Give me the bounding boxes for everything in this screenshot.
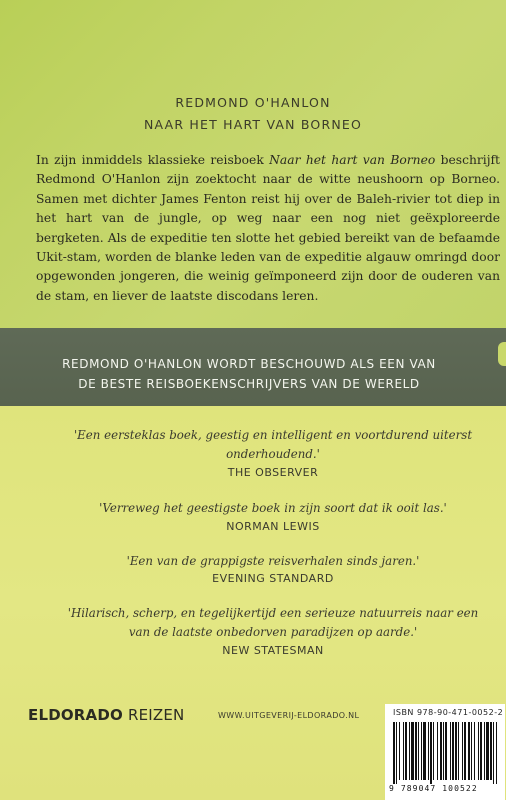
- barcode-bar: [480, 722, 482, 780]
- barcode-bar: [474, 722, 475, 780]
- barcode-bar: [423, 722, 426, 780]
- barcode-bar: [493, 722, 494, 784]
- isbn-digits: 9 789047 100522: [389, 784, 478, 793]
- barcode-bar: [428, 722, 429, 780]
- barcode-bar: [445, 722, 447, 780]
- barcode-bar: [468, 722, 470, 780]
- barcode-bar: [443, 722, 444, 780]
- barcode-bar: [450, 722, 451, 780]
- barcode-bar: [478, 722, 479, 780]
- barcode-bar: [421, 722, 422, 780]
- tagline-line-2: DE BESTE REISBOEKENSCHRIJVERS VAN DE WERELD: [78, 377, 420, 391]
- quote-1-source: THE OBSERVER: [227, 466, 319, 479]
- quote-3: 'Een van de grappigste reisverhalen sinds jaren.': [126, 554, 420, 568]
- quote-1: 'Een eersteklas boek, geestig en intelligent en voortdurend uiterst onderhoudend.': [73, 428, 473, 461]
- leaf-decoration: [498, 342, 506, 366]
- barcode-bar: [455, 722, 457, 780]
- quote-4-source: NEW STATESMAN: [222, 644, 324, 657]
- isbn-block: [385, 704, 505, 800]
- barcode-bar: [405, 722, 407, 780]
- quote-2-source: NORMAN LEWIS: [226, 520, 320, 533]
- blurb-book-title: Naar het hart van Borneo: [269, 153, 436, 167]
- publisher-logo: [28, 706, 184, 724]
- barcode-bar: [452, 722, 454, 780]
- blurb-intro: In zijn inmiddels klassieke reisboek: [36, 153, 270, 167]
- barcode-bar: [430, 722, 432, 784]
- author-name: REDMOND O'HANLON: [175, 95, 331, 110]
- publisher-url: WWW.UITGEVERIJ-ELDORADO.NL: [218, 711, 360, 720]
- barcode-bar: [399, 722, 400, 780]
- quote-4: 'Hilarisch, scherp, en tegelijkertijd een serieuze natuurreis naar een van de laatste onbedorven paradijzen op aarde.': [67, 606, 479, 639]
- barcode-bar: [486, 722, 489, 780]
- barcode-bar: [462, 722, 463, 780]
- barcode-bar: [484, 722, 485, 780]
- blurb-text: beschrijft Redmond O'Hanlon zijn zoektocht naar de witte neushoorn op Borneo. Samen met dichter James Fenton reist hij over de Baleh-rivier tot diep in het hart van de jungle, op weg naar een nog niet geëxploreerde bergketen. Als de expeditie ten slotte het gebied bereikt van de befaamde Ukit-stam, worden de blanke leden van de expeditie algauw omringd door opgewonden jongeren, die weinig geïmponeerd zijn door de ouderen van de stam, en liever de laatste discodans leren.: [36, 153, 500, 303]
- barcode-bar: [458, 722, 459, 780]
- isbn-label: ISBN 978-90-471-0052-2: [393, 708, 504, 717]
- barcode-bar: [396, 722, 397, 784]
- tagline-band: [0, 328, 506, 406]
- quote-2: 'Verreweg het geestigste boek in zijn soort dat ik ooit las.': [99, 501, 447, 515]
- publisher-series: REIZEN: [122, 706, 185, 724]
- book-title: NAAR HET HART VAN BORNEO: [143, 117, 363, 132]
- barcode-bar: [437, 722, 438, 780]
- barcode-image: [393, 722, 497, 784]
- tagline-line-1: REDMOND O'HANLON WORDT BESCHOUWD ALS EEN VAN: [62, 357, 436, 371]
- barcode-bar: [409, 722, 410, 780]
- barcode-bar: [440, 722, 442, 780]
- tagline: [0, 354, 498, 394]
- blurb-paragraph: [36, 151, 500, 306]
- barcode-bar: [433, 722, 434, 780]
- quote-3-source: EVENING STANDARD: [212, 572, 334, 585]
- barcode-bar: [418, 722, 419, 780]
- barcode-bar: [403, 722, 404, 780]
- barcode-bar: [415, 722, 417, 780]
- barcode-bar: [490, 722, 492, 780]
- publisher-name: ELDORADO: [28, 706, 123, 724]
- barcode-bar: [411, 722, 414, 780]
- barcode-bar: [471, 722, 472, 780]
- top-panel: [0, 0, 506, 328]
- barcode-bar: [496, 722, 497, 784]
- barcode-bar: [464, 722, 466, 780]
- barcode-bar: [393, 722, 395, 784]
